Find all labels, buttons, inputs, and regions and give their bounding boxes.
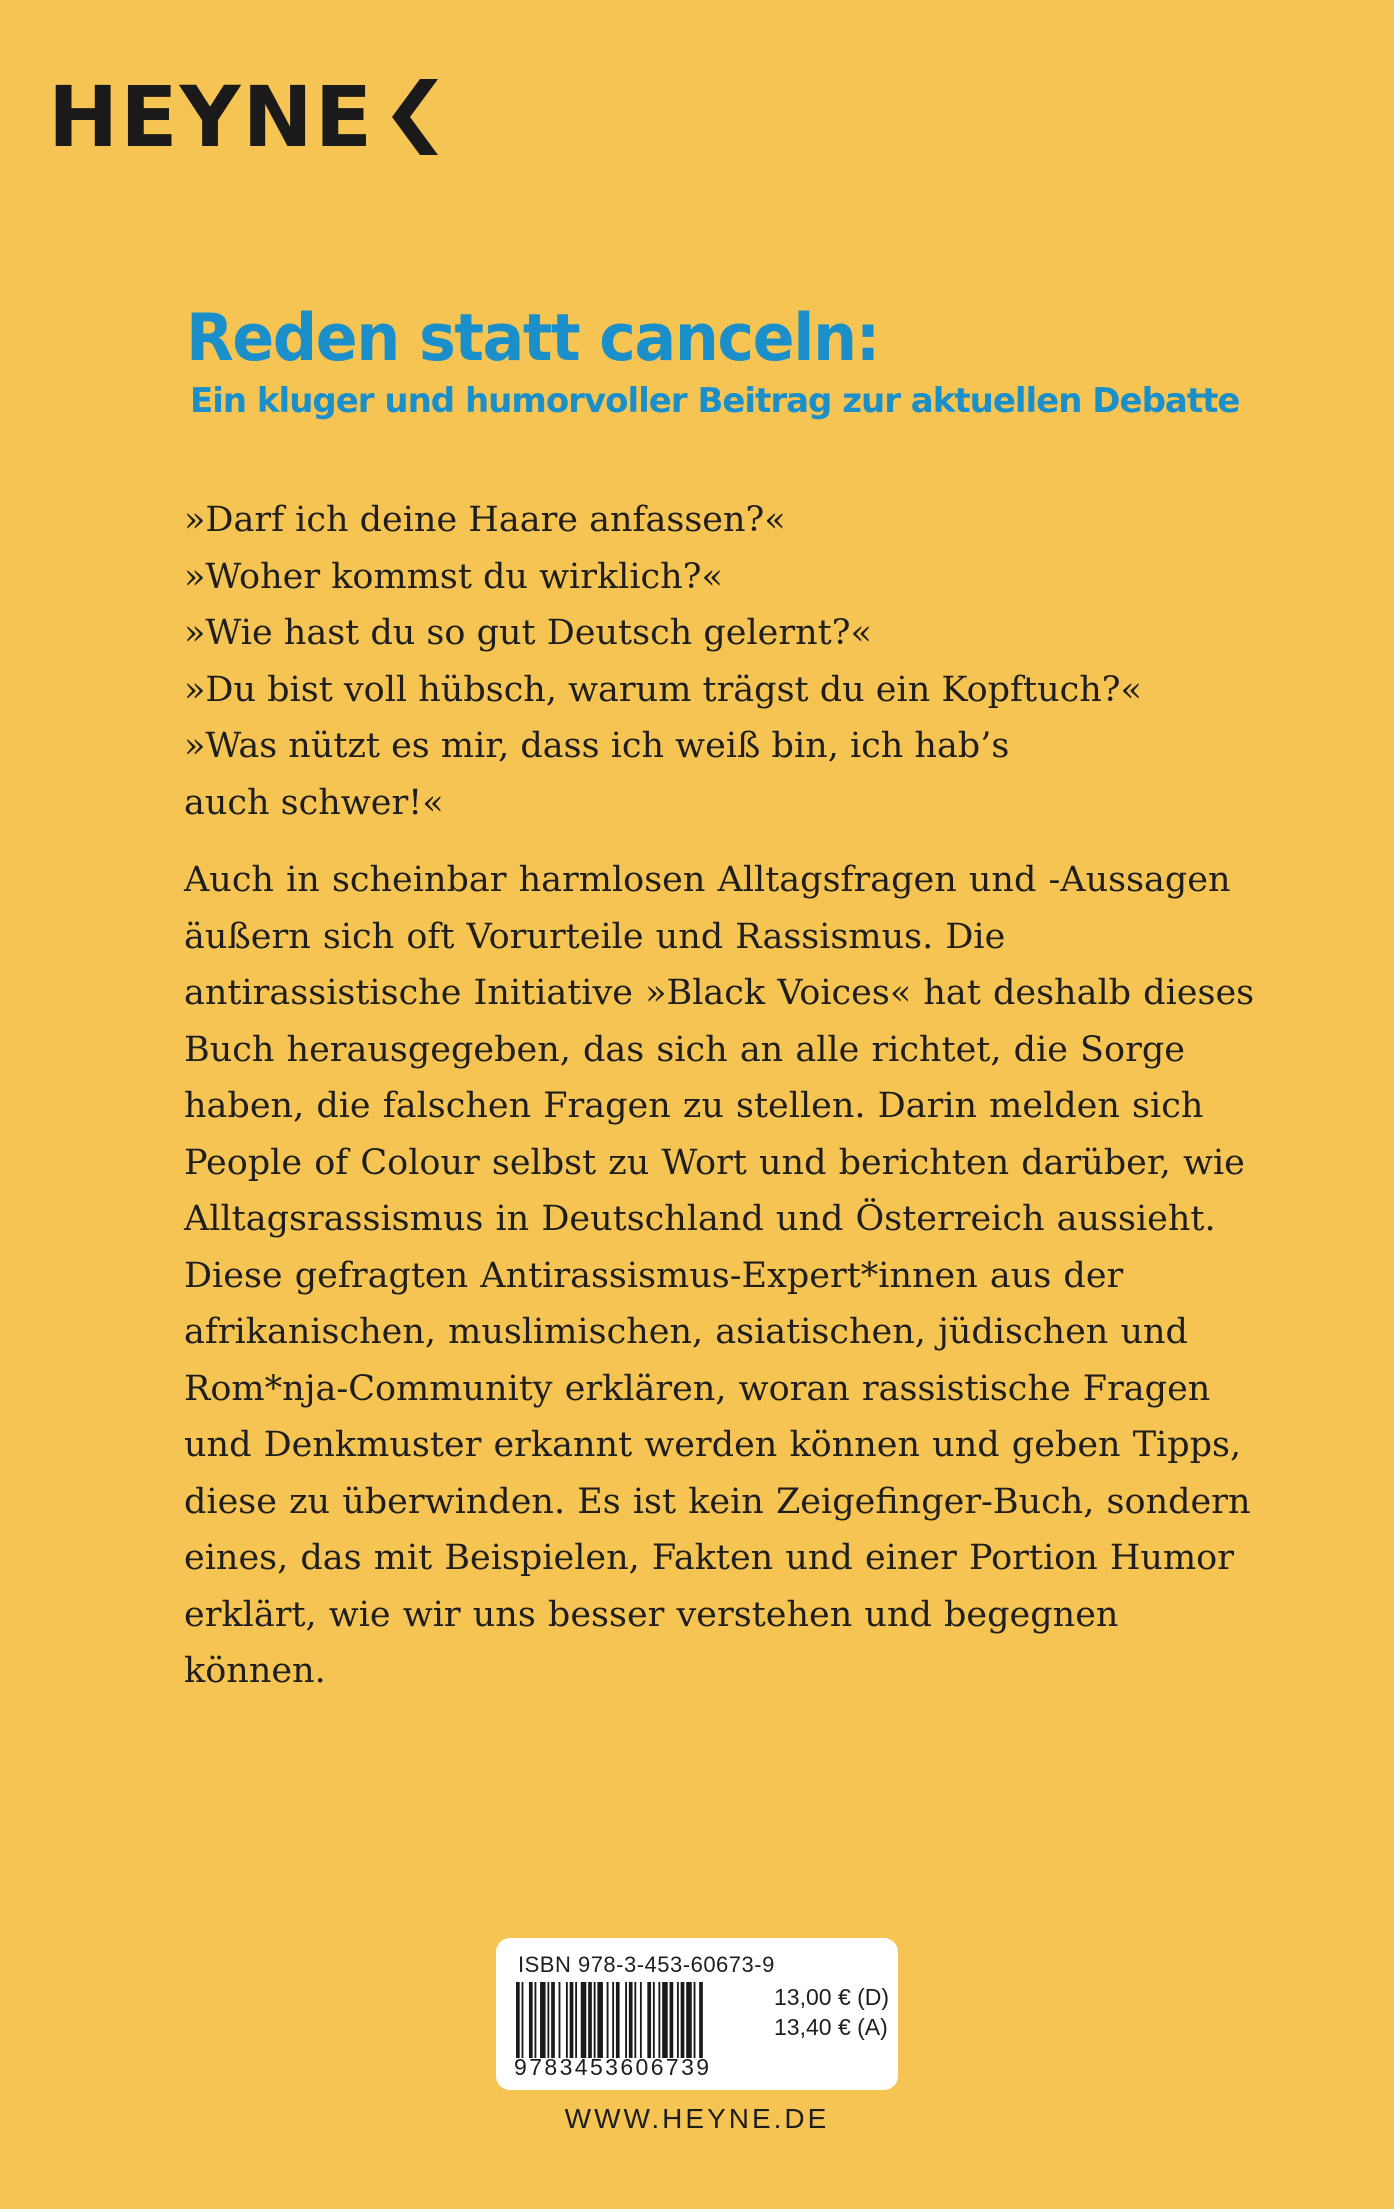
barcode-bar xyxy=(551,1982,555,2058)
price-block xyxy=(774,1982,889,2042)
barcode-bar xyxy=(575,1982,577,2058)
headline-title: Reden statt canceln: xyxy=(186,298,879,376)
barcode-bar xyxy=(658,1982,660,2058)
price-austria: 13,40 € (A) xyxy=(774,2014,888,2040)
barcode-bar xyxy=(634,1982,636,2058)
headline-subtitle: Ein kluger und humorvoller Beitrag zur aktuellen Debatte xyxy=(190,381,1240,422)
quote-item: »Du bist voll hübsch, warum trägst du ein Kopftuch?« xyxy=(184,669,1142,710)
barcode-bar xyxy=(647,1982,651,2058)
barcode-bar xyxy=(597,1982,603,2058)
price-germany: 13,00 € (D) xyxy=(774,1984,890,2010)
barcode-bar xyxy=(529,1982,533,2058)
barcode-bar xyxy=(616,1982,620,2058)
barcode-bar xyxy=(612,1982,614,2058)
chevron-left-icon xyxy=(392,79,438,155)
barcode-bar xyxy=(662,1982,668,2058)
barcode-digits: 9783453606739 xyxy=(514,2054,712,2080)
barcode-bar xyxy=(535,1982,537,2058)
barcode-bar xyxy=(516,1982,520,2058)
barcode-bar xyxy=(594,1982,596,2058)
quote-item: »Darf ich deine Haare anfassen?« xyxy=(184,500,786,540)
barcode-bar xyxy=(640,1982,642,2058)
publisher-name: HEYNE xyxy=(48,68,375,166)
publisher-website: WWW.HEYNE.DE xyxy=(564,2103,830,2134)
barcode-bar xyxy=(540,1982,546,2058)
barcode-bar xyxy=(607,1982,609,2058)
publisher-logo xyxy=(48,68,438,166)
barcode-bar xyxy=(570,1982,574,2058)
isbn-text: ISBN 978-3-453-60673-9 xyxy=(518,1952,775,1977)
barcode-icon xyxy=(514,1982,764,2058)
blurb-text: Auch in scheinbar harmlosen Alltagsfragen und -Aussagen äußern sich oft Vorurteile und Rassismus. Die antirassistische Initiative »Black Voices« hat deshalb dieses Buch herausgegeben, das sich an alle richtet, die Sorge haben, die falschen Fragen zu stellen. Darin melden sich People of Colour selbst zu Wort und berichten darüber, wie Alltagsrassismus in Deutschland und Österreich aussieht. Diese gefragten Antirassismus-Expert*innen aus der afrikanischen, muslimischen, asiatischen, jüdischen und Rom*nja-Community erklären, woran rassistische Fragen und Denkmuster erkannt werden können und geben Tipps, diese zu überwinden. Es ist kein Zeigefinger-Buch, sondern eines, das mit Beispielen, Fakten und einer Portion Humor erklärt, wie wir uns besser verstehen und begegnen können. xyxy=(184,860,1255,1691)
barcode-bar xyxy=(566,1982,568,2058)
barcode-bar xyxy=(581,1982,587,2058)
quote-list xyxy=(184,492,1234,831)
barcode-bar xyxy=(629,1982,633,2058)
barcode-bar xyxy=(653,1982,655,2058)
barcode-label xyxy=(496,1938,898,2090)
barcode-bar xyxy=(677,1982,679,2058)
quote-item: »Woher kommst du wirklich?« xyxy=(184,556,723,597)
barcode-bar xyxy=(522,1982,524,2058)
quote-item: »Wie hast du so gut Deutsch gelernt?« xyxy=(184,613,872,653)
barcode-bar xyxy=(625,1982,627,2058)
quote-item: »Was nützt es mir, dass ich weiß bin, ich hab’s auch schwer!« xyxy=(184,726,1010,823)
barcode-bar xyxy=(588,1982,592,2058)
headline xyxy=(186,300,1286,423)
barcode-bar xyxy=(681,1982,685,2058)
barcode-bar xyxy=(686,1982,692,2058)
barcode-bar xyxy=(699,1982,703,2058)
barcode-bar xyxy=(694,1982,696,2058)
barcode-bar xyxy=(670,1982,674,2058)
barcode-bar xyxy=(559,1982,561,2058)
barcode-bar xyxy=(547,1982,549,2058)
